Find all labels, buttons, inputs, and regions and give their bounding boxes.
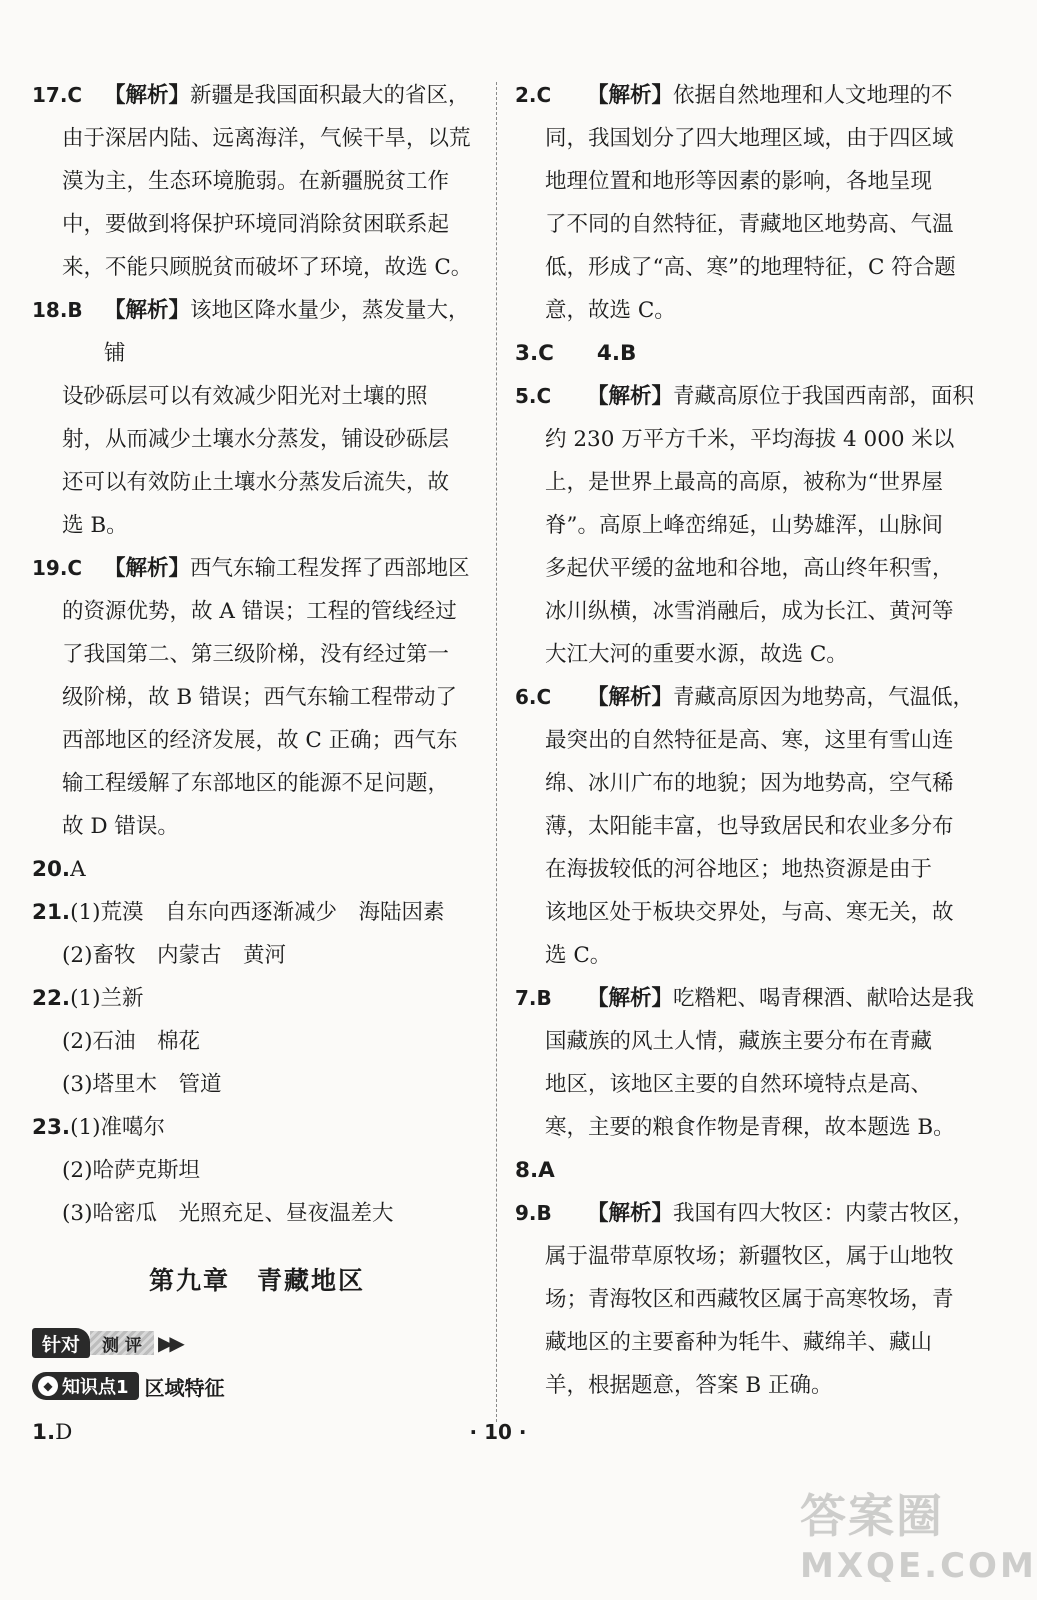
column-divider bbox=[496, 82, 497, 1422]
circle-icon: ◆ bbox=[38, 1376, 58, 1396]
answer-number: 6.C bbox=[515, 685, 552, 709]
analysis-tag: 【解析】 bbox=[587, 1201, 674, 1226]
answer-20: 20.A bbox=[32, 857, 86, 882]
answer-number: 5.C bbox=[515, 384, 552, 408]
answer-23: 23.(1)准噶尔 (2)哈萨克斯坦 (3)哈密瓜 光照充足、昼夜温差大 bbox=[32, 1115, 394, 1226]
analysis-tag: 【解析】 bbox=[104, 83, 191, 108]
answer-9: 9.B 【解析】我国有四大牧区：内蒙古牧区， 属于温带草原牧场；新疆牧区，属于山地牧 场；青海牧区和西藏牧区属于高寒牧场，青 藏地区的主要畜种为牦牛、藏绵羊、藏山 羊，根据题意，答案 B 正确。 bbox=[515, 1192, 975, 1407]
chapter-title: 第九章 青藏地区 bbox=[148, 1266, 365, 1295]
answer-number: 2.C bbox=[515, 83, 552, 107]
answer-22: 22.(1)兰新 (2)石油 棉花 (3)塔里木 管道 bbox=[32, 986, 222, 1097]
knowledge-point-title: 区域特征 bbox=[144, 1375, 225, 1400]
answer-17: 17.C 【解析】新疆是我国面积最大的省区， 由于深居内陆、远离海洋，气候干旱，以荒 漠为主，生态环境脆弱。在新疆脱贫工作 中，要做到将保护环境同消除贫困联系起 来，不能只顾脱贫而破坏了环境，故选 C。 bbox=[32, 74, 482, 289]
answer-6: 6.C 【解析】青藏高原因为地势高，气温低， 最突出的自然特征是高、寒，这里有雪山连 绵、冰川广布的地貌；因为地势高，空气稀 薄，太阳能丰富，也导致居民和农业多分布 在海拔较低的河谷地区；地热资源是由于 该地区处于板块交界处，与高、寒无关，故 选 C。 bbox=[515, 676, 975, 977]
page-number: · 10 · bbox=[469, 1420, 527, 1444]
answer-21: 21.(1)荒漠 自东向西逐渐减少 海陆因素 (2)畜牧 内蒙古 黄河 bbox=[32, 900, 445, 968]
answer-8: 8.A bbox=[515, 1158, 555, 1183]
watermark-logo: 答案圈 MXQE.COM bbox=[800, 1489, 1037, 1586]
right-column bbox=[515, 74, 975, 1407]
knowledge-point-label: 知识点1 bbox=[62, 1377, 129, 1398]
analysis-tag: 【解析】 bbox=[104, 298, 191, 323]
knowledge-point-header bbox=[32, 1369, 482, 1403]
answer-number: 18.B bbox=[32, 298, 83, 322]
answer-1: 1.D bbox=[32, 1420, 73, 1445]
answer-3-4: 3.C 4.B bbox=[515, 341, 637, 366]
answer-number: 17.C bbox=[32, 83, 83, 107]
answer-number: 19.C bbox=[32, 556, 83, 580]
answer-2: 2.C 【解析】依据自然地理和人文地理的不 同，我国划分了四大地理区域，由于四区域 地理位置和地形等因素的影响，各地呈现 了不同的自然特征，青藏地区地势高、气温 低，形成了“高、寒”的地理特征，C 符合题 意，故选 C。 bbox=[515, 74, 975, 332]
answer-7: 7.B 【解析】吃糌粑、喝青稞酒、献哈达是我 国藏族的风土人情，藏族主要分布在青藏 地区，该地区主要的自然环境特点是高、 寒，主要的粮食作物是青稞，故本题选 B。 bbox=[515, 977, 975, 1149]
answer-number: 9.B bbox=[515, 1201, 552, 1225]
section-banner bbox=[32, 1325, 482, 1361]
analysis-tag: 【解析】 bbox=[587, 384, 674, 409]
answer-number: 7.B bbox=[515, 986, 552, 1010]
banner-main: 针对 bbox=[32, 1328, 90, 1358]
analysis-tag: 【解析】 bbox=[587, 986, 674, 1011]
banner-sub: 测 评 bbox=[90, 1331, 154, 1355]
analysis-tag: 【解析】 bbox=[587, 83, 674, 108]
answer-19: 19.C 【解析】西气东输工程发挥了西部地区 的资源优势，故 A 错误；工程的管线经过 了我国第二、第三级阶梯，没有经过第一 级阶梯，故 B 错误；西气东输工程带动了 西部地区的经济发展，故 C 正确；西气东 输工程缓解了东部地区的能源不足问题， 故 D 错误。 bbox=[32, 547, 482, 848]
analysis-tag: 【解析】 bbox=[104, 556, 191, 581]
answer-5: 5.C 【解析】青藏高原位于我国西南部，面积 约 230 万平方千米，平均海拔 4 000 米以 上，是世界上最高的高原，被称为“世界屋 脊”。高原上峰峦绵延，山势雄浑，山脉间 多起伏平缓的盆地和谷地，高山终年积雪， 冰川纵横，冰雪消融后，成为长江、黄河等 大江大河的重要水源，故选 C。 bbox=[515, 375, 975, 676]
analysis-tag: 【解析】 bbox=[587, 685, 674, 710]
double-arrow-icon: ▶▶ bbox=[157, 1331, 181, 1355]
answer-18: 18.B 【解析】该地区降水量少，蒸发量大，铺 设砂砾层可以有效减少阳光对土壤的照 射，从而减少土壤水分蒸发，铺设砂砾层 还可以有效防止土壤水分蒸发后流失，故 选 B。 bbox=[32, 289, 482, 547]
left-column bbox=[32, 74, 482, 1454]
